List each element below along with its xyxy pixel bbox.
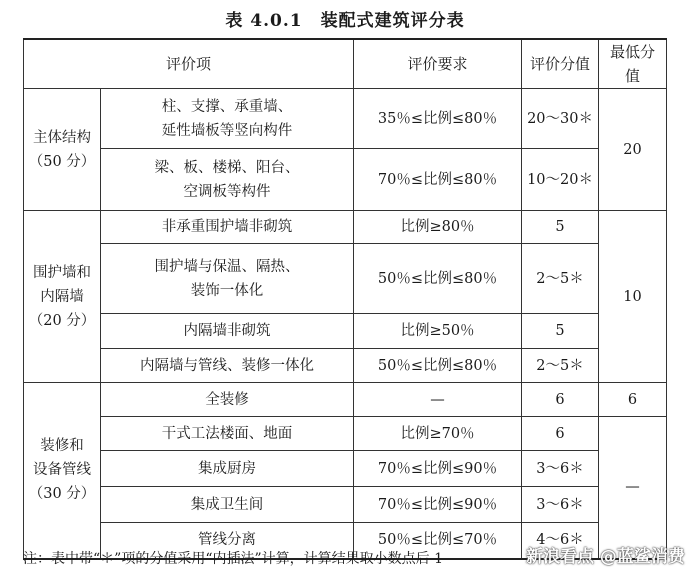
item-line: 围护墙与保温、隔热、 [154, 258, 300, 275]
group-name-cell [24, 383, 101, 559]
item-cell [101, 417, 354, 451]
requirement-cell: 比例≥80％ [354, 211, 522, 244]
item-cell [101, 244, 354, 314]
table-row [24, 244, 667, 314]
score-cell: 5 [522, 211, 599, 244]
table-row [24, 451, 667, 487]
requirement-cell: 50％≤比例≤80％ [354, 349, 522, 383]
item-line: 管线分离 [198, 532, 256, 549]
item-line: 集成厨房 [198, 460, 256, 477]
header-row [24, 39, 667, 89]
table-row [24, 211, 667, 244]
table-number: 表 4.0.1 [225, 11, 303, 31]
item-cell [101, 383, 354, 417]
table-name: 装配式建筑评分表 [320, 11, 465, 31]
table-row [24, 417, 667, 451]
item-cell [101, 89, 354, 149]
group-name-line: 装修和 [40, 438, 84, 455]
group-name-line: 内隔墙 [40, 288, 84, 305]
requirement-cell: 35％≤比例≤80％ [354, 89, 522, 149]
group-name-cell [24, 89, 101, 211]
group-name-line: 设备管线 [33, 462, 91, 479]
requirement-cell: 70％≤比例≤90％ [354, 451, 522, 487]
group-name-line: 主体结构 [33, 129, 91, 146]
table-row [24, 89, 667, 149]
table-note: 注：表中带“＊”项的分值采用“内插法”计算，计算结果取小数点后 1 [23, 551, 443, 567]
item-cell [101, 451, 354, 487]
score-cell: 6 [522, 383, 599, 417]
header-score: 评价分值 [522, 39, 599, 89]
watermark: 新浪看点 @蓝鲨消费 [526, 547, 685, 567]
header-requirement: 评价要求 [354, 39, 522, 89]
item-line: 空调板等构件 [183, 183, 271, 200]
group-name-line: （30 分） [28, 486, 96, 503]
table-row [24, 383, 667, 417]
group-name-line: （20 分） [28, 312, 96, 329]
requirement-cell: 70％≤比例≤90％ [354, 487, 522, 523]
group-name-line: 围护墙和 [33, 264, 91, 281]
score-cell: 2～5＊ [522, 244, 599, 314]
item-line: 柱、支撑、承重墙、 [161, 98, 293, 115]
item-line: 全装修 [205, 391, 249, 408]
min-score-cell: 10 [599, 211, 667, 383]
table-title [0, 6, 690, 31]
item-line: 干式工法楼面、地面 [161, 425, 293, 442]
table-row [24, 349, 667, 383]
score-cell: 4～6＊ [522, 523, 599, 559]
requirement-cell: — [354, 383, 522, 417]
item-cell [101, 349, 354, 383]
item-line: 内隔墙非砌筑 [183, 323, 271, 339]
score-cell: 20～30＊ [522, 89, 599, 149]
requirement-cell: 70％≤比例≤80％ [354, 149, 522, 211]
table-row [24, 314, 667, 349]
item-line: 延性墙板等竖向构件 [161, 122, 293, 139]
table-row [24, 487, 667, 523]
item-cell [101, 211, 354, 244]
item-cell [101, 487, 354, 523]
score-cell: 3～6＊ [522, 487, 599, 523]
header-item: 评价项 [24, 39, 354, 89]
item-line: 非承重围护墙非砌筑 [161, 219, 293, 235]
scoring-table [23, 38, 667, 560]
group-name-cell [24, 211, 101, 383]
score-cell: 3～6＊ [522, 451, 599, 487]
score-cell: 6 [522, 417, 599, 451]
min-score-cell: 20 [599, 89, 667, 211]
requirement-cell: 50％≤比例≤80％ [354, 244, 522, 314]
requirement-cell: 50％≤比例≤70％ [354, 523, 522, 559]
header-min-score: 最低分值 [599, 39, 667, 89]
item-line: 装饰一体化 [190, 282, 264, 299]
item-line: 梁、板、楼梯、阳台、 [154, 159, 300, 176]
group-name-line: （50 分） [28, 153, 96, 170]
min-score-cell: 6 [599, 383, 667, 417]
item-line: 内隔墙与管线、装修一体化 [140, 357, 314, 374]
score-cell: 5 [522, 314, 599, 349]
requirement-cell: 比例≥50％ [354, 314, 522, 349]
score-cell: 10～20＊ [522, 149, 599, 211]
item-line: 集成卫生间 [190, 496, 264, 513]
table-row [24, 149, 667, 211]
item-cell [101, 149, 354, 211]
score-cell: 2～5＊ [522, 349, 599, 383]
requirement-cell: 比例≥70％ [354, 417, 522, 451]
min-score-cell: — [599, 417, 667, 559]
item-cell [101, 314, 354, 349]
